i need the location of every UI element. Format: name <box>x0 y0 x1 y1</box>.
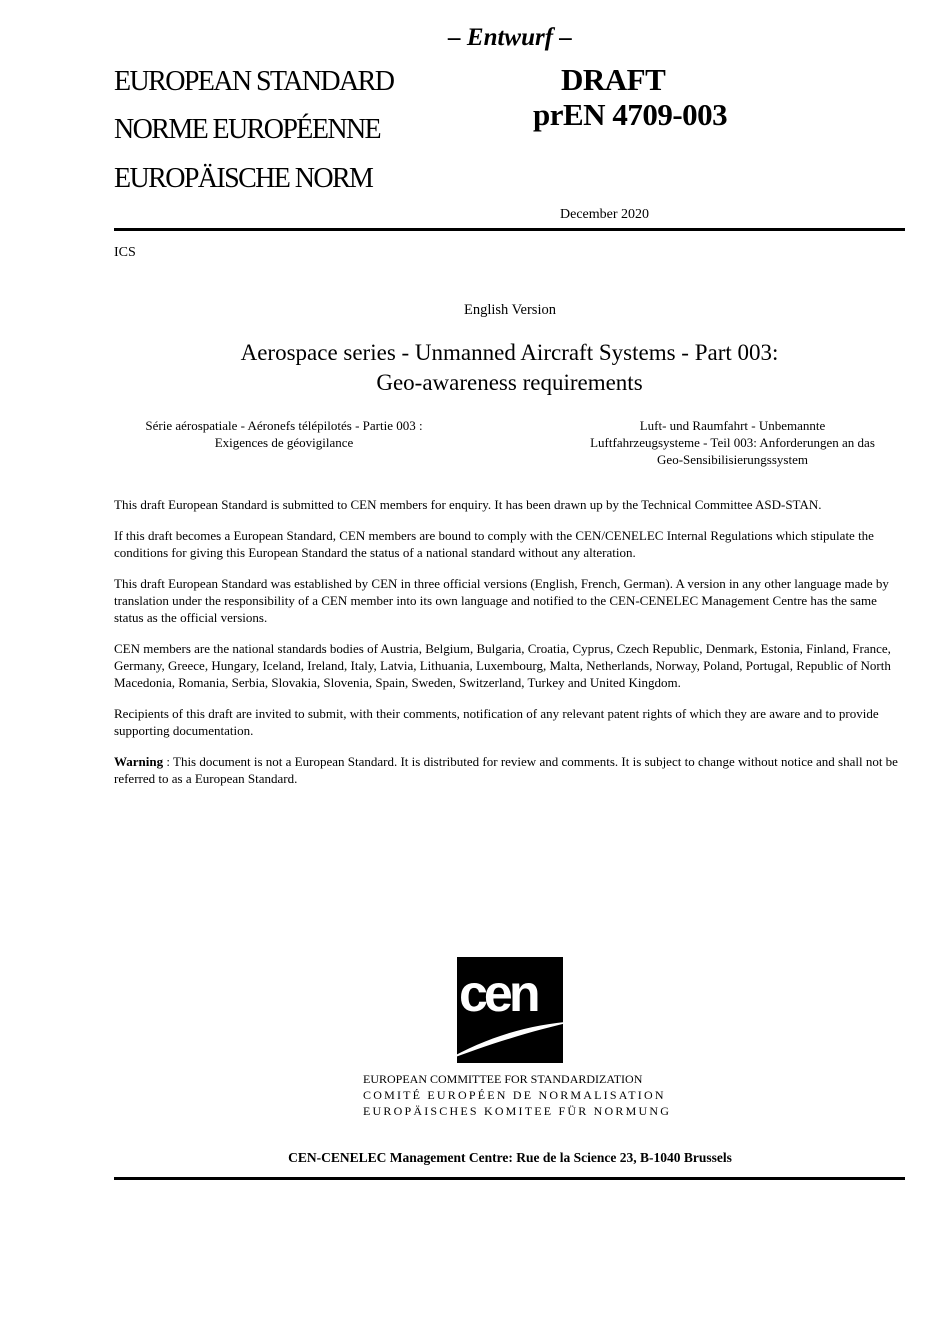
svg-text:cen: cen <box>459 965 537 1023</box>
warning-text: : This document is not a European Standard. It is distributed for review and comments. It is subject to change without notice and shall not be referred to as a European Standard. <box>114 754 898 786</box>
committee-fr: COMITÉ EUROPÉEN DE NORMALISATION <box>363 1088 666 1102</box>
management-centre-address: CEN-CENELEC Management Centre: Rue de la Science 23, B-1040 Brussels <box>288 1150 732 1165</box>
document-body <box>114 496 905 801</box>
de-title-line: Geo-Sensibilisierungssystem <box>657 452 808 467</box>
committee-de: EUROPÄISCHES KOMITEE FÜR NORMUNG <box>363 1104 672 1118</box>
standard-de: EUROPÄISCHE NORM <box>114 163 373 194</box>
publication-date: December 2020 <box>560 207 650 222</box>
committee-en: EUROPEAN COMMITTEE FOR STANDARDIZATION <box>363 1072 643 1086</box>
de-title-line: Luft- und Raumfahrt - Unbemannte <box>639 418 826 433</box>
document-title <box>114 338 905 398</box>
standard-fr: NORME EUROPÉENNE <box>114 114 381 145</box>
committee-names <box>363 1071 671 1119</box>
draft-label: DRAFT <box>561 62 666 97</box>
paragraph-warning <box>114 753 905 787</box>
fr-title-line: Série aérospatiale - Aéronefs télépilotés - Partie 003 : <box>145 418 423 433</box>
title-line-2: Geo-awareness requirements <box>376 370 643 395</box>
paragraph-enquiry: This draft European Standard is submitted to CEN members for enquiry. It has been drawn up by the Technical Committee ASD-STAN. <box>114 497 822 512</box>
title-line-1: Aerospace series - Unmanned Aircraft Systems - Part 003: <box>240 340 779 365</box>
entwurf-label: – Entwurf – <box>448 24 572 51</box>
french-title <box>114 417 454 451</box>
ics-label: ICS <box>114 245 136 260</box>
warning-label: Warning <box>114 754 164 769</box>
version-label: English Version <box>464 302 556 318</box>
standard-number: prEN 4709-003 <box>533 97 728 132</box>
footer-rule <box>114 1177 905 1180</box>
header-rule <box>114 228 905 231</box>
paragraph-patents: Recipients of this draft are invited to submit, with their comments, notification of any relevant patent rights of which they are aware and to provide supporting documentation. <box>114 706 879 738</box>
paragraph-versions: This draft European Standard was established by CEN in three official versions (English, French, German). A version in any other language made by translation under the responsibility of a CEN member into its own language and notified to the CEN-CENELEC Management Centre has the same status as the official versions. <box>114 576 889 625</box>
paragraph-regulations: If this draft becomes a European Standard, CEN members are bound to comply with the CEN/CENELEC Internal Regulations which stipulate the conditions for giving this European Standard the status of a national standard without any alteration. <box>114 528 874 560</box>
german-title <box>560 417 905 468</box>
cen-logo <box>457 957 563 1063</box>
standard-en: EUROPEAN STANDARD <box>114 66 394 97</box>
fr-title-line: Exigences de géovigilance <box>214 435 354 450</box>
paragraph-members: CEN members are the national standards bodies of Austria, Belgium, Bulgaria, Croatia, Cyprus, Czech Republic, Denmark, Estonia, Finland, France, Germany, Greece, Hungary, Iceland, Ireland, Italy, Latvia, Lithuania, Luxembourg, Malta, Netherlands, Norway, Poland, Portugal, Republic of North Macedonia, Romania, Serbia, Slovakia, Slovenia, Spain, Sweden, Switzerland, Turkey and United Kingdom. <box>114 641 891 690</box>
de-title-line: Luftfahrzeugsysteme - Teil 003: Anforderungen an das <box>590 435 875 450</box>
